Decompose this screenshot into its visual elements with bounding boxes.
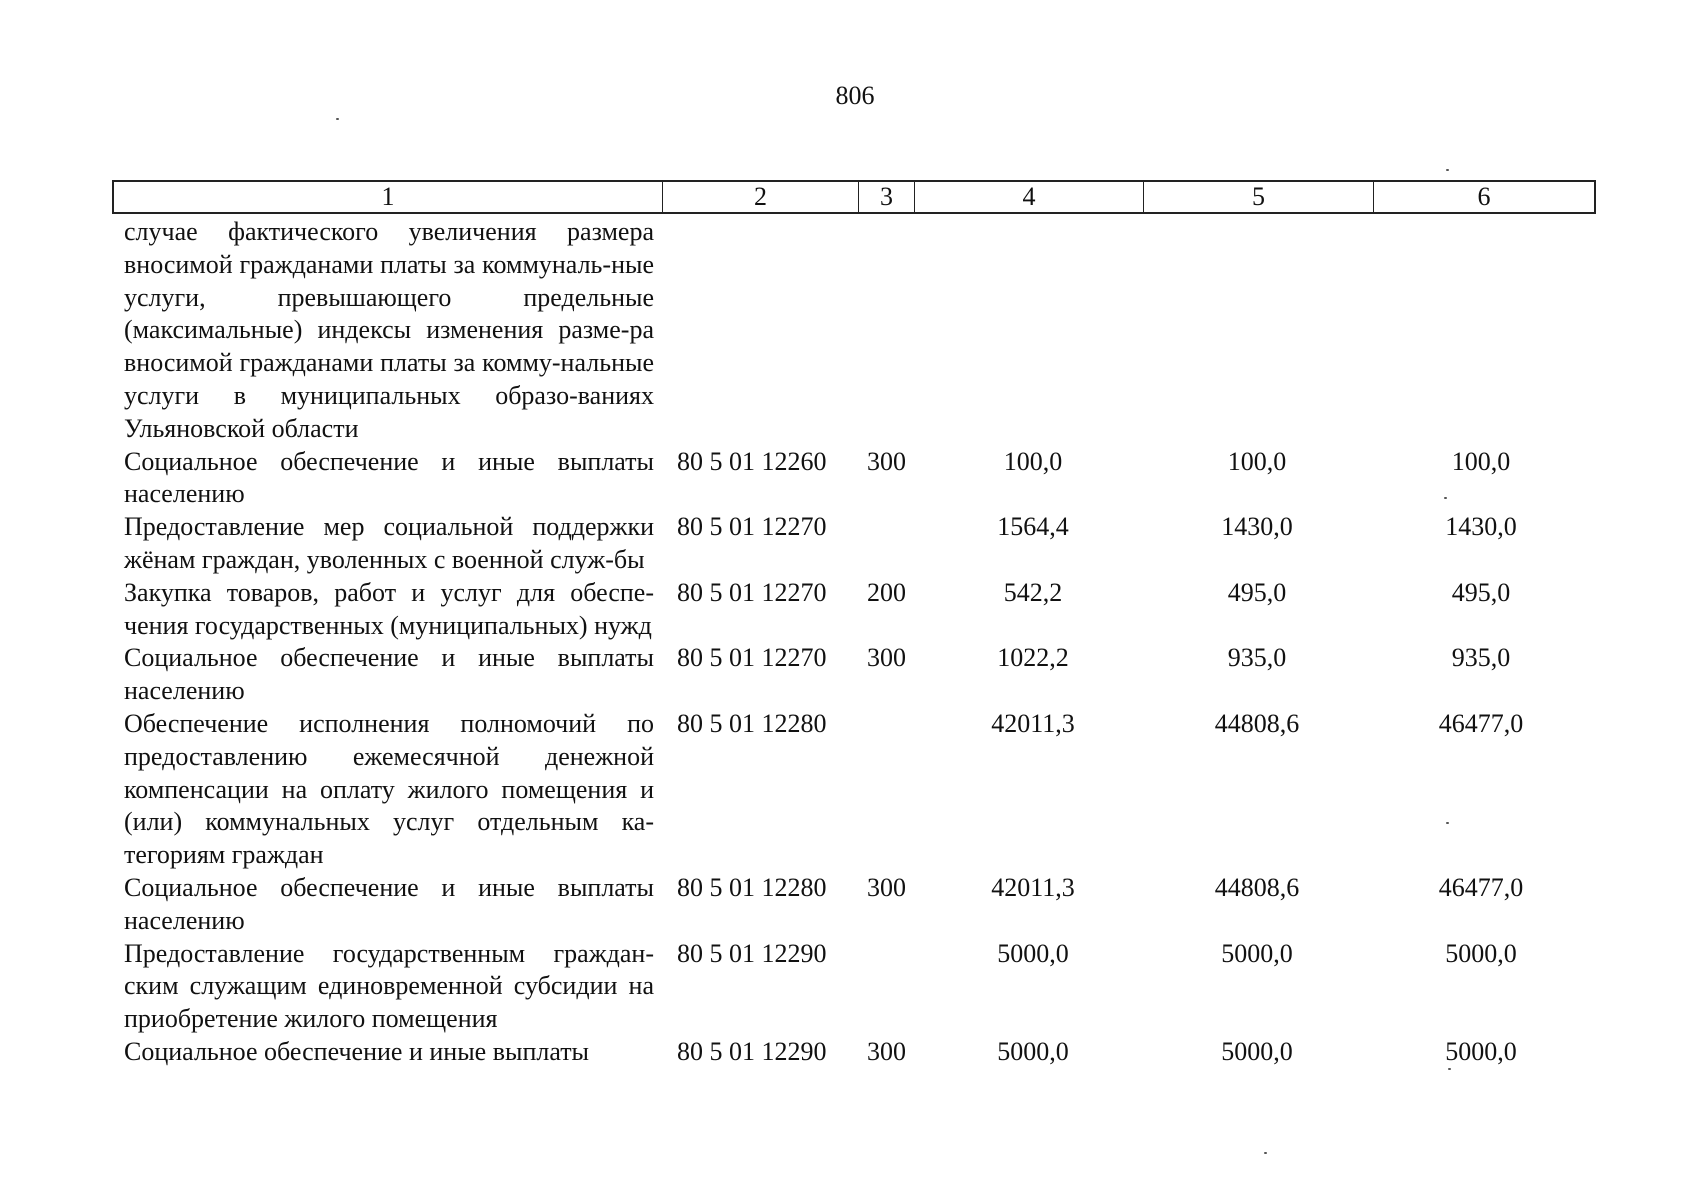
row-value-4: 542,2 <box>1003 577 1063 607</box>
row-value-4: 5000,0 <box>997 938 1069 968</box>
row-value-5: 1430,0 <box>1221 512 1293 542</box>
row-name: Предоставление государственным граждан-ским служащим единовременной субсидии на приобретение жилого помещения <box>124 938 654 1034</box>
row-name: Социальное обеспечение и иные выплаты населению <box>124 446 654 509</box>
scan-speck <box>1446 169 1449 171</box>
row-value-5: 44808,6 <box>1214 872 1300 902</box>
table-row <box>124 642 1604 708</box>
table-row <box>124 446 1604 512</box>
scan-speck <box>1264 1152 1267 1154</box>
header-cell-3: 3 <box>859 182 915 212</box>
table-row <box>124 511 1604 577</box>
header-cell-1: 1 <box>114 182 663 212</box>
table-row <box>124 577 1604 643</box>
header-cell-2: 2 <box>663 182 859 212</box>
row-code: 80 5 01 12290 <box>677 938 827 968</box>
table-row <box>124 872 1604 938</box>
row-value-6: 46477,0 <box>1438 708 1524 738</box>
scan-speck <box>336 118 339 120</box>
row-value-5: 495,0 <box>1227 577 1287 607</box>
row-value-5: 44808,6 <box>1214 708 1300 738</box>
row-value-6: 1430,0 <box>1445 512 1517 542</box>
row-name: Социальное обеспечение и иные выплаты <box>124 1036 590 1066</box>
row-value-4: 5000,0 <box>997 1036 1069 1066</box>
table-header <box>112 180 1596 214</box>
row-name: случае фактического увеличения размера вносимой гражданами платы за коммуналь-ные услуги, превышающего предельные (максимальные) индексы изменения разме-ра вносимой гражданами платы за комму-нальные услуги в муниципальных образо-ваниях Ульяновской области <box>124 217 654 443</box>
row-value-6: 495,0 <box>1451 577 1511 607</box>
row-value-6: 100,0 <box>1451 446 1511 476</box>
row-value-6: 935,0 <box>1451 643 1511 673</box>
row-value-4: 42011,3 <box>991 872 1075 902</box>
table-body <box>124 216 1604 1069</box>
row-value-4: 100,0 <box>1003 446 1063 476</box>
row-value-4: 1022,2 <box>997 643 1069 673</box>
row-value-5: 5000,0 <box>1221 938 1293 968</box>
page-number: 806 <box>835 81 875 110</box>
row-type: 300 <box>867 446 906 476</box>
row-value-5: 935,0 <box>1227 643 1287 673</box>
row-value-6: 5000,0 <box>1445 1036 1517 1066</box>
row-name: Социальное обеспечение и иные выплаты населению <box>124 643 654 706</box>
row-type: 300 <box>867 872 906 902</box>
table-row <box>124 1036 1604 1069</box>
table-row <box>124 216 1604 446</box>
header-cell-6: 6 <box>1477 182 1491 211</box>
row-code: 80 5 01 12270 <box>677 577 827 607</box>
row-type: 300 <box>867 1036 906 1066</box>
row-name: Социальное обеспечение и иные выплаты населению <box>124 872 654 935</box>
row-name: Предоставление мер социальной поддержки жёнам граждан, уволенных с военной служ-бы <box>124 512 654 574</box>
row-type: 200 <box>867 577 906 607</box>
row-name: Обеспечение исполнения полномочий по предоставлению ежемесячной денежной компенсации на оплату жилого помещения и (или) коммунальных услуг отдельным ка-тегориям граждан <box>124 708 654 870</box>
row-code: 80 5 01 12280 <box>677 708 827 738</box>
row-name: Закупка товаров, работ и услуг для обеспе-чения государственных (муниципальных) нужд <box>124 577 654 640</box>
header-cell-4: 4 <box>915 182 1144 212</box>
row-code: 80 5 01 12290 <box>677 1036 827 1066</box>
table-row <box>124 708 1604 872</box>
row-code: 80 5 01 12270 <box>677 512 827 542</box>
header-cell-5: 5 <box>1144 182 1374 212</box>
row-value-4: 42011,3 <box>991 708 1075 738</box>
row-code: 80 5 01 12280 <box>677 872 827 902</box>
table-row <box>124 938 1604 1036</box>
row-value-6: 5000,0 <box>1445 938 1517 968</box>
row-code: 80 5 01 12260 <box>677 446 827 476</box>
row-value-4: 1564,4 <box>997 512 1069 542</box>
row-value-5: 5000,0 <box>1221 1036 1293 1066</box>
row-value-5: 100,0 <box>1227 446 1287 476</box>
row-value-6: 46477,0 <box>1438 872 1524 902</box>
row-code: 80 5 01 12270 <box>677 643 827 673</box>
row-type: 300 <box>867 643 906 673</box>
